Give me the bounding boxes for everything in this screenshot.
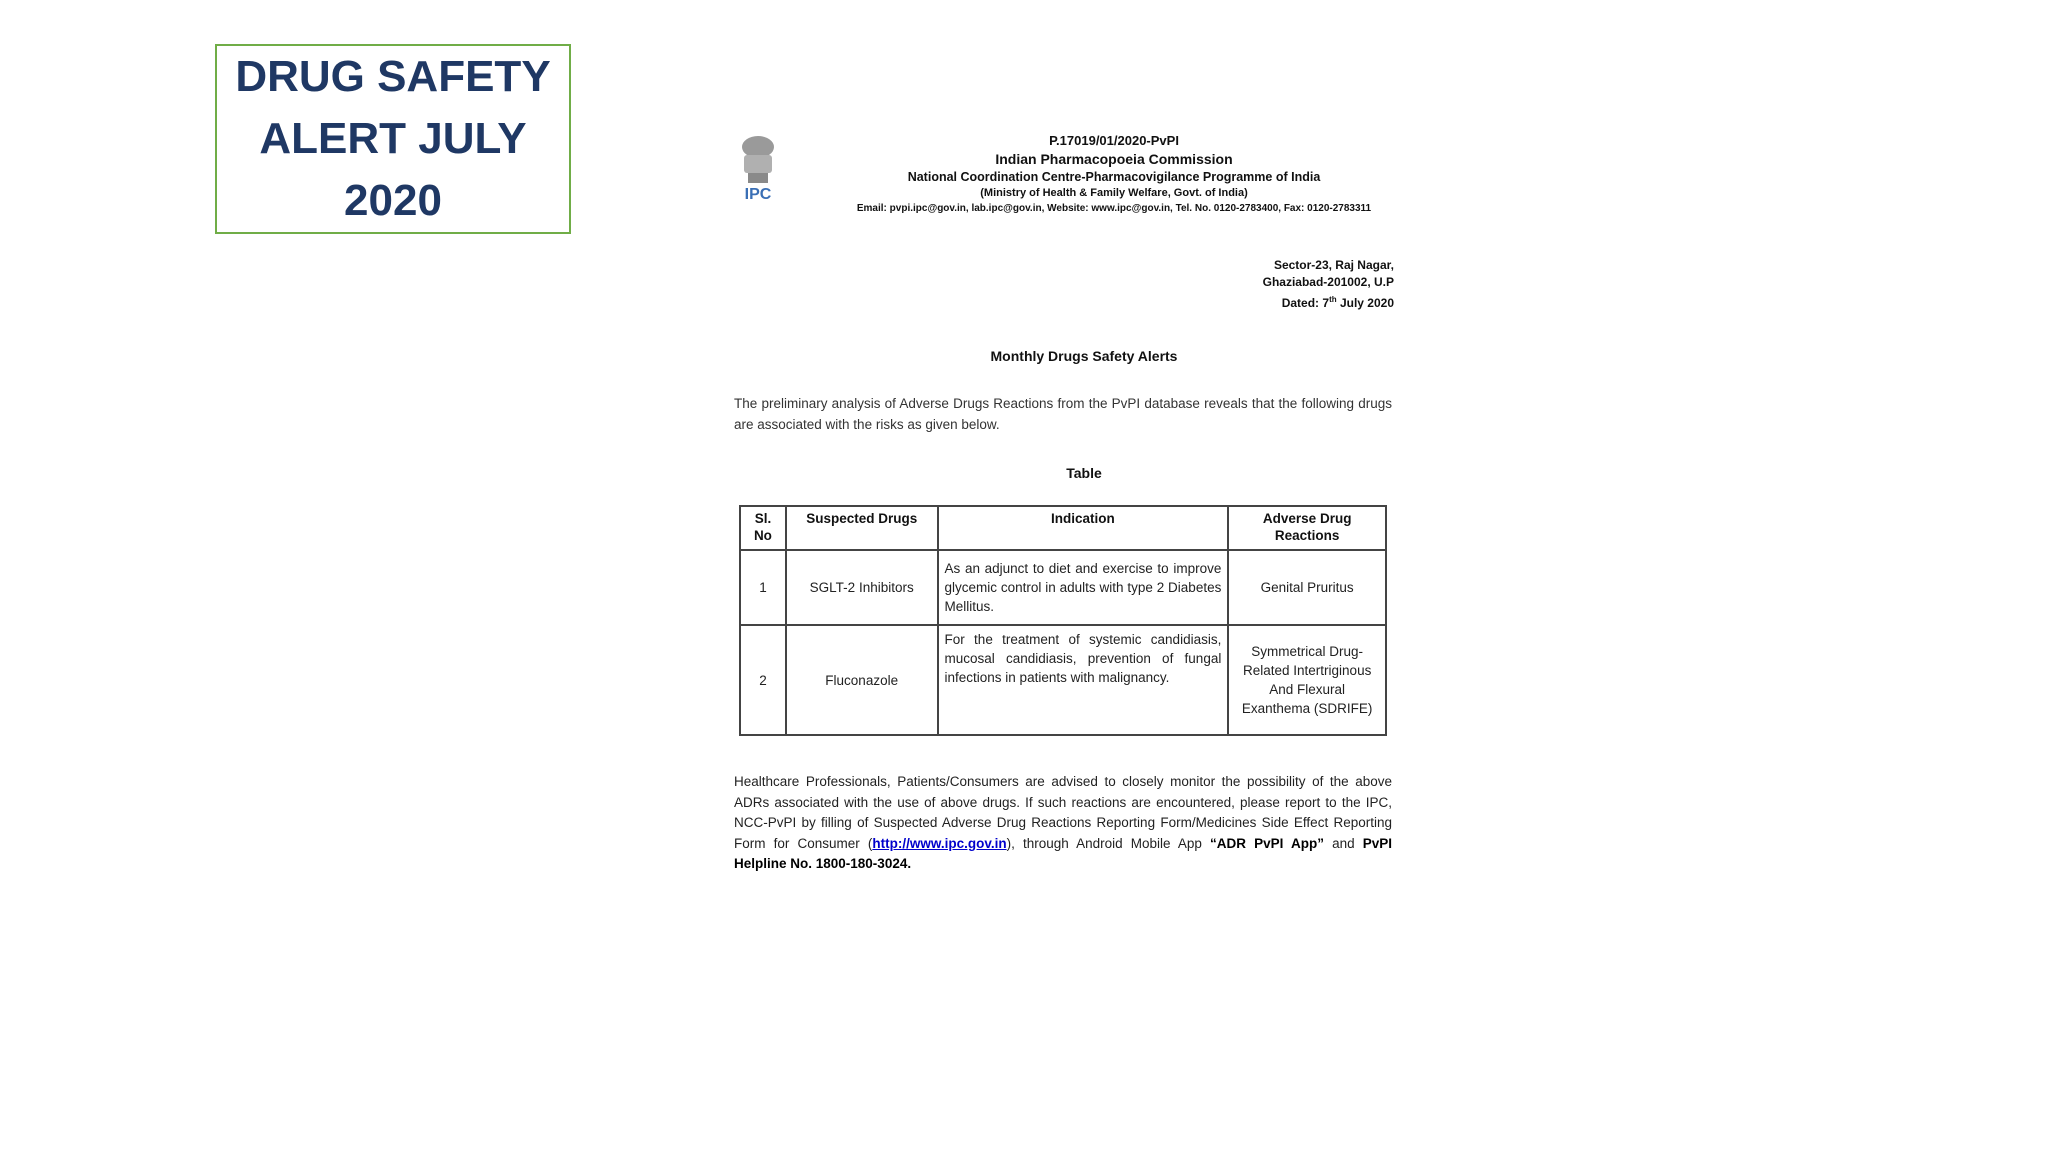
slide-title-line-2: ALERT JULY [259, 114, 527, 163]
cell-drug: Fluconazole [786, 625, 938, 735]
cell-sl-no: 2 [740, 625, 786, 735]
slide-title-line-1: DRUG SAFETY [235, 52, 551, 101]
ipc-website-link[interactable]: http://www.ipc.gov.in [872, 835, 1007, 851]
letterhead [724, 133, 1444, 214]
reference-number: P.17019/01/2020-PvPI [1049, 133, 1179, 148]
table-title: Table [1066, 465, 1102, 481]
dated-prefix: Dated: 7 [1281, 296, 1330, 310]
organization-name: Indian Pharmacopoeia Commission [995, 151, 1233, 167]
centre-name: National Coordination Centre-Pharmacovigilance Programme of India [907, 170, 1321, 184]
address-block [1263, 257, 1394, 312]
alerts-table [739, 505, 1387, 736]
alert-document [724, 115, 1444, 895]
document-heading: Monthly Drugs Safety Alerts [990, 348, 1178, 364]
address-line-1: Sector-23, Raj Nagar, [1273, 258, 1394, 272]
intro-paragraph: The preliminary analysis of Adverse Drugs Reactions from the PvPI database reveals that the following drugs are associated with the risks as given below. [734, 396, 1392, 432]
cell-sl-no: 1 [740, 550, 786, 625]
slide-title-box [215, 44, 571, 234]
dated-suffix: July 2020 [1336, 296, 1394, 310]
header-indication: Indication [938, 506, 1229, 550]
advisory-paragraph [734, 772, 1392, 875]
ministry-name: (Ministry of Health & Family Welfare, Govt. of India) [980, 187, 1248, 199]
table-row [740, 625, 1386, 735]
dated-sup: th [1329, 295, 1337, 304]
advisory-text-2: ), through Android Mobile App [1006, 835, 1210, 851]
cell-indication: For the treatment of systemic candidiasis, mucosal candidiasis, prevention of fungal infections in patients with malignancy. [938, 625, 1229, 735]
emblem-label: IPC [744, 186, 772, 203]
advisory-text-3: and [1323, 835, 1363, 851]
contact-line: Email: pvpi.ipc@gov.in, lab.ipc@gov.in, Website: www.ipc@gov.in, Tel. No. 0120-2783400, Fax: 0120-2783311 [856, 203, 1372, 214]
cell-reaction: Symmetrical Drug-Related Intertriginous And Flexural Exanthema (SDRIFE) [1228, 625, 1386, 735]
header-sl-no: Sl. No [740, 506, 786, 550]
slide-title-line-3: 2020 [344, 176, 442, 225]
cell-indication: As an adjunct to diet and exercise to improve glycemic control in adults with type 2 Diabetes Mellitus. [938, 550, 1229, 625]
app-name: “ADR PvPI App” [1210, 835, 1324, 851]
address-line-2: Ghaziabad-201002, U.P [1262, 275, 1394, 289]
header-adverse-reactions: Adverse Drug Reactions [1228, 506, 1386, 550]
advisory-text-1: Healthcare Professionals, Patients/Consumers are advised to closely monitor the possibility of the above ADRs associated with the use of above drugs. If such reactions are encountered, please report to the IPC, NCC-PvPI by filling of Suspected Adverse Drug Reactions Reporting Form/Medicines Side Effect Reporting Form for Consumer ( [734, 774, 1392, 851]
table-row [740, 550, 1386, 625]
table-header-row [740, 506, 1386, 550]
helpline-number: PvPI Helpline No. 1800-180-3024. [734, 835, 1392, 871]
cell-drug: SGLT-2 Inhibitors [786, 550, 938, 625]
cell-reaction: Genital Pruritus [1228, 550, 1386, 625]
header-suspected-drugs: Suspected Drugs [786, 506, 938, 550]
dated-line [1263, 291, 1394, 312]
